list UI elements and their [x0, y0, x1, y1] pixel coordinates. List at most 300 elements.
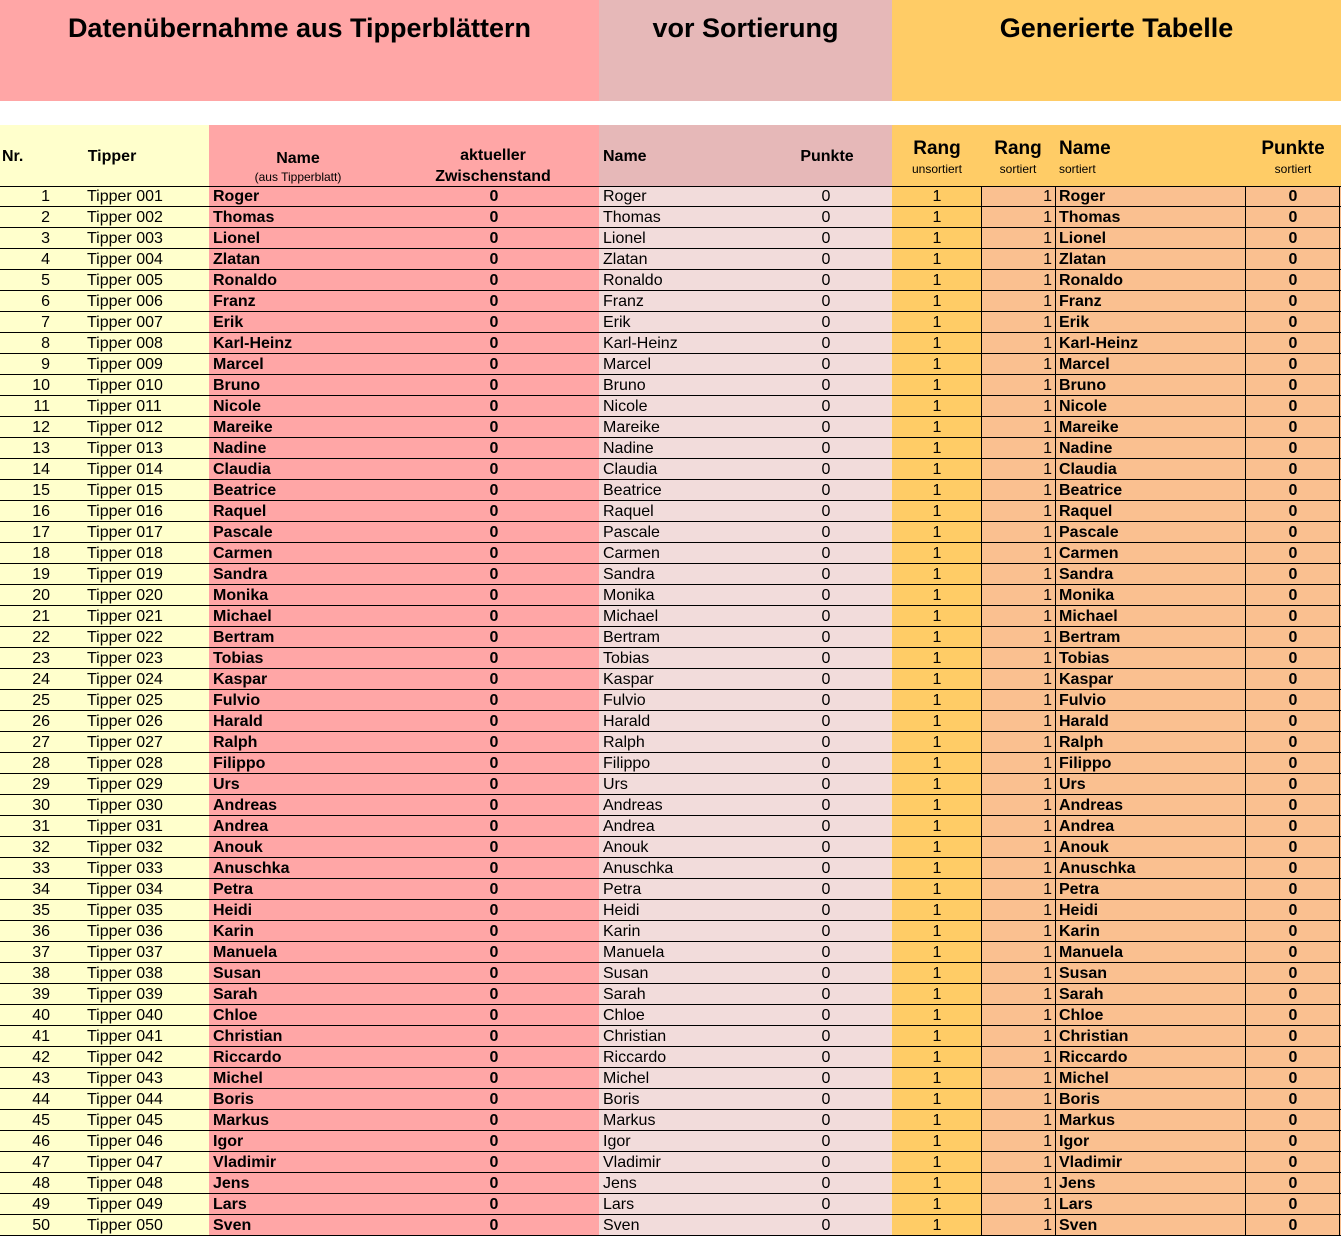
- score-import-cell[interactable]: 0: [489, 1049, 499, 1066]
- points-sorted-cell[interactable]: 0: [1288, 251, 1298, 268]
- name-import-cell[interactable]: Harald: [213, 713, 263, 730]
- row-number-cell[interactable]: 20: [32, 587, 50, 604]
- name-sorted-cell[interactable]: Filippo: [1059, 755, 1112, 772]
- tipper-id-cell[interactable]: Tipper 004: [87, 251, 163, 268]
- tipper-id-cell[interactable]: Tipper 019: [87, 566, 163, 583]
- tipper-id-cell[interactable]: Tipper 030: [87, 797, 163, 814]
- tipper-id-cell[interactable]: Tipper 008: [87, 335, 163, 352]
- rank-unsorted-cell[interactable]: 1: [932, 1133, 942, 1150]
- rank-unsorted-cell[interactable]: 1: [932, 923, 942, 940]
- rank-sorted-cell[interactable]: 1: [1043, 1175, 1052, 1192]
- score-import-cell[interactable]: 0: [489, 818, 499, 835]
- tipper-id-cell[interactable]: Tipper 017: [87, 524, 163, 541]
- points-unsorted-cell[interactable]: 0: [821, 1154, 831, 1171]
- name-import-cell[interactable]: Igor: [213, 1133, 244, 1150]
- tipper-id-cell[interactable]: Tipper 023: [87, 650, 163, 667]
- name-sorted-cell[interactable]: Manuela: [1059, 944, 1124, 961]
- name-unsorted-cell[interactable]: Tobias: [603, 650, 650, 667]
- rank-sorted-cell[interactable]: 1: [1043, 314, 1052, 331]
- name-sorted-cell[interactable]: Ralph: [1059, 734, 1104, 751]
- name-sorted-cell[interactable]: Sven: [1059, 1217, 1098, 1234]
- rank-sorted-cell[interactable]: 1: [1043, 839, 1052, 856]
- name-unsorted-cell[interactable]: Markus: [603, 1112, 656, 1129]
- points-unsorted-cell[interactable]: 0: [821, 1091, 831, 1108]
- name-import-cell[interactable]: Christian: [213, 1028, 283, 1045]
- rank-sorted-cell[interactable]: 1: [1043, 1007, 1052, 1024]
- name-unsorted-cell[interactable]: Franz: [603, 293, 644, 310]
- rank-unsorted-cell[interactable]: 1: [932, 272, 942, 289]
- name-unsorted-cell[interactable]: Michael: [603, 608, 659, 625]
- rank-sorted-cell[interactable]: 1: [1043, 1196, 1052, 1213]
- name-import-cell[interactable]: Nicole: [213, 398, 262, 415]
- rank-sorted-cell[interactable]: 1: [1043, 755, 1052, 772]
- row-number-cell[interactable]: 10: [32, 377, 50, 394]
- name-import-cell[interactable]: Andreas: [213, 797, 278, 814]
- name-import-cell[interactable]: Zlatan: [213, 251, 261, 268]
- rank-unsorted-cell[interactable]: 1: [932, 377, 942, 394]
- points-unsorted-cell[interactable]: 0: [821, 314, 831, 331]
- name-sorted-cell[interactable]: Marcel: [1059, 356, 1110, 373]
- name-unsorted-cell[interactable]: Fulvio: [603, 692, 646, 709]
- name-import-cell[interactable]: Urs: [213, 776, 240, 793]
- rank-unsorted-cell[interactable]: 1: [932, 650, 942, 667]
- points-sorted-cell[interactable]: 0: [1288, 986, 1298, 1003]
- points-sorted-cell[interactable]: 0: [1288, 1091, 1298, 1108]
- score-import-cell[interactable]: 0: [489, 1091, 499, 1108]
- name-unsorted-cell[interactable]: Karl-Heinz: [603, 335, 678, 352]
- name-unsorted-cell[interactable]: Michel: [603, 1070, 650, 1087]
- points-sorted-cell[interactable]: 0: [1288, 1217, 1298, 1234]
- score-import-cell[interactable]: 0: [489, 1112, 499, 1129]
- tipper-id-cell[interactable]: Tipper 025: [87, 692, 163, 709]
- points-unsorted-cell[interactable]: 0: [821, 797, 831, 814]
- name-unsorted-cell[interactable]: Ronaldo: [603, 272, 663, 289]
- points-sorted-cell[interactable]: 0: [1288, 1112, 1298, 1129]
- name-sorted-cell[interactable]: Igor: [1059, 1133, 1090, 1150]
- rank-sorted-cell[interactable]: 1: [1043, 419, 1052, 436]
- name-sorted-cell[interactable]: Nicole: [1059, 398, 1108, 415]
- rank-sorted-cell[interactable]: 1: [1043, 1091, 1052, 1108]
- score-import-cell[interactable]: 0: [489, 734, 499, 751]
- name-sorted-cell[interactable]: Urs: [1059, 776, 1086, 793]
- row-number-cell[interactable]: 13: [32, 440, 50, 457]
- name-import-cell[interactable]: Ralph: [213, 734, 258, 751]
- points-sorted-cell[interactable]: 0: [1288, 503, 1298, 520]
- rank-sorted-cell[interactable]: 1: [1043, 818, 1052, 835]
- tipper-id-cell[interactable]: Tipper 046: [87, 1133, 163, 1150]
- name-unsorted-cell[interactable]: Pascale: [603, 524, 660, 541]
- rank-sorted-cell[interactable]: 1: [1043, 629, 1052, 646]
- name-import-cell[interactable]: Sarah: [213, 986, 258, 1003]
- rank-sorted-cell[interactable]: 1: [1043, 461, 1052, 478]
- points-sorted-cell[interactable]: 0: [1288, 356, 1298, 373]
- points-sorted-cell[interactable]: 0: [1288, 860, 1298, 877]
- rank-sorted-cell[interactable]: 1: [1043, 209, 1052, 226]
- points-unsorted-cell[interactable]: 0: [821, 356, 831, 373]
- name-import-cell[interactable]: Anouk: [213, 839, 263, 856]
- row-number-cell[interactable]: 37: [32, 944, 50, 961]
- points-unsorted-cell[interactable]: 0: [821, 545, 831, 562]
- points-unsorted-cell[interactable]: 0: [821, 419, 831, 436]
- score-import-cell[interactable]: 0: [489, 524, 499, 541]
- score-import-cell[interactable]: 0: [489, 776, 499, 793]
- rank-sorted-cell[interactable]: 1: [1043, 1133, 1052, 1150]
- score-import-cell[interactable]: 0: [489, 545, 499, 562]
- tipper-id-cell[interactable]: Tipper 013: [87, 440, 163, 457]
- row-number-cell[interactable]: 50: [32, 1217, 50, 1234]
- row-number-cell[interactable]: 22: [32, 629, 50, 646]
- row-number-cell[interactable]: 34: [32, 881, 50, 898]
- points-unsorted-cell[interactable]: 0: [821, 734, 831, 751]
- rank-unsorted-cell[interactable]: 1: [932, 314, 942, 331]
- name-import-cell[interactable]: Sandra: [213, 566, 268, 583]
- points-unsorted-cell[interactable]: 0: [821, 440, 831, 457]
- points-unsorted-cell[interactable]: 0: [821, 860, 831, 877]
- rank-unsorted-cell[interactable]: 1: [932, 860, 942, 877]
- points-sorted-cell[interactable]: 0: [1288, 1028, 1298, 1045]
- name-sorted-cell[interactable]: Bertram: [1059, 629, 1121, 646]
- name-unsorted-cell[interactable]: Filippo: [603, 755, 651, 772]
- tipper-id-cell[interactable]: Tipper 020: [87, 587, 163, 604]
- rank-sorted-cell[interactable]: 1: [1043, 293, 1052, 310]
- rank-sorted-cell[interactable]: 1: [1043, 713, 1052, 730]
- row-number-cell[interactable]: 17: [32, 524, 50, 541]
- rank-unsorted-cell[interactable]: 1: [932, 209, 942, 226]
- row-number-cell[interactable]: 5: [41, 272, 50, 289]
- score-import-cell[interactable]: 0: [489, 482, 499, 499]
- row-number-cell[interactable]: 21: [32, 608, 50, 625]
- rank-unsorted-cell[interactable]: 1: [932, 293, 942, 310]
- name-sorted-cell[interactable]: Christian: [1059, 1028, 1129, 1045]
- name-unsorted-cell[interactable]: Carmen: [603, 545, 660, 562]
- points-sorted-cell[interactable]: 0: [1288, 461, 1298, 478]
- name-import-cell[interactable]: Sven: [213, 1217, 252, 1234]
- points-unsorted-cell[interactable]: 0: [821, 881, 831, 898]
- rank-unsorted-cell[interactable]: 1: [932, 881, 942, 898]
- score-import-cell[interactable]: 0: [489, 881, 499, 898]
- score-import-cell[interactable]: 0: [489, 1175, 499, 1192]
- row-number-cell[interactable]: 49: [32, 1196, 50, 1213]
- rank-unsorted-cell[interactable]: 1: [932, 398, 942, 415]
- row-number-cell[interactable]: 41: [32, 1028, 50, 1045]
- row-number-cell[interactable]: 11: [33, 398, 50, 415]
- name-import-cell[interactable]: Anuschka: [213, 860, 290, 877]
- points-unsorted-cell[interactable]: 0: [821, 608, 831, 625]
- rank-unsorted-cell[interactable]: 1: [932, 503, 942, 520]
- score-import-cell[interactable]: 0: [489, 965, 499, 982]
- score-import-cell[interactable]: 0: [489, 671, 499, 688]
- points-unsorted-cell[interactable]: 0: [821, 1049, 831, 1066]
- name-unsorted-cell[interactable]: Chloe: [603, 1007, 645, 1024]
- rank-unsorted-cell[interactable]: 1: [932, 188, 942, 205]
- tipper-id-cell[interactable]: Tipper 045: [87, 1112, 163, 1129]
- points-sorted-cell[interactable]: 0: [1288, 293, 1298, 310]
- tipper-id-cell[interactable]: Tipper 038: [87, 965, 163, 982]
- row-number-cell[interactable]: 26: [32, 713, 50, 730]
- name-sorted-cell[interactable]: Roger: [1059, 188, 1106, 205]
- rank-sorted-cell[interactable]: 1: [1043, 230, 1052, 247]
- rank-unsorted-cell[interactable]: 1: [932, 440, 942, 457]
- name-sorted-cell[interactable]: Karl-Heinz: [1059, 335, 1139, 352]
- tipper-id-cell[interactable]: Tipper 049: [87, 1196, 163, 1213]
- name-sorted-cell[interactable]: Susan: [1059, 965, 1108, 982]
- tipper-id-cell[interactable]: Tipper 028: [87, 755, 163, 772]
- rank-unsorted-cell[interactable]: 1: [932, 1217, 942, 1234]
- tipper-id-cell[interactable]: Tipper 003: [87, 230, 163, 247]
- points-unsorted-cell[interactable]: 0: [821, 461, 831, 478]
- name-sorted-cell[interactable]: Mareike: [1059, 419, 1119, 436]
- rank-unsorted-cell[interactable]: 1: [932, 230, 942, 247]
- rank-sorted-cell[interactable]: 1: [1043, 1217, 1052, 1234]
- name-import-cell[interactable]: Karl-Heinz: [213, 335, 293, 352]
- name-sorted-cell[interactable]: Erik: [1059, 314, 1090, 331]
- rank-unsorted-cell[interactable]: 1: [932, 671, 942, 688]
- name-sorted-cell[interactable]: Andrea: [1059, 818, 1115, 835]
- tipper-id-cell[interactable]: Tipper 018: [87, 545, 163, 562]
- points-unsorted-cell[interactable]: 0: [821, 986, 831, 1003]
- points-sorted-cell[interactable]: 0: [1288, 398, 1298, 415]
- rank-unsorted-cell[interactable]: 1: [932, 776, 942, 793]
- tipper-id-cell[interactable]: Tipper 015: [87, 482, 163, 499]
- name-unsorted-cell[interactable]: Karin: [603, 923, 641, 940]
- points-sorted-cell[interactable]: 0: [1288, 440, 1298, 457]
- points-unsorted-cell[interactable]: 0: [821, 671, 831, 688]
- row-number-cell[interactable]: 40: [32, 1007, 50, 1024]
- rank-unsorted-cell[interactable]: 1: [932, 755, 942, 772]
- rank-unsorted-cell[interactable]: 1: [932, 566, 942, 583]
- row-number-cell[interactable]: 1: [41, 188, 50, 205]
- points-sorted-cell[interactable]: 0: [1288, 1070, 1298, 1087]
- rank-unsorted-cell[interactable]: 1: [932, 1154, 942, 1171]
- name-unsorted-cell[interactable]: Boris: [603, 1091, 640, 1108]
- rank-sorted-cell[interactable]: 1: [1043, 734, 1052, 751]
- rank-unsorted-cell[interactable]: 1: [932, 419, 942, 436]
- rank-sorted-cell[interactable]: 1: [1043, 1112, 1052, 1129]
- rank-sorted-cell[interactable]: 1: [1043, 335, 1052, 352]
- rank-sorted-cell[interactable]: 1: [1043, 587, 1052, 604]
- rank-sorted-cell[interactable]: 1: [1043, 797, 1052, 814]
- name-unsorted-cell[interactable]: Thomas: [603, 209, 661, 226]
- name-import-cell[interactable]: Beatrice: [213, 482, 277, 499]
- points-sorted-cell[interactable]: 0: [1288, 335, 1298, 352]
- name-import-cell[interactable]: Vladimir: [213, 1154, 277, 1171]
- row-number-cell[interactable]: 23: [32, 650, 50, 667]
- name-import-cell[interactable]: Lars: [213, 1196, 247, 1213]
- tipper-id-cell[interactable]: Tipper 039: [87, 986, 163, 1003]
- row-number-cell[interactable]: 9: [41, 356, 50, 373]
- tipper-id-cell[interactable]: Tipper 009: [87, 356, 163, 373]
- row-number-cell[interactable]: 38: [32, 965, 50, 982]
- rank-sorted-cell[interactable]: 1: [1043, 251, 1052, 268]
- points-sorted-cell[interactable]: 0: [1288, 377, 1298, 394]
- row-number-cell[interactable]: 15: [32, 482, 50, 499]
- tipper-id-cell[interactable]: Tipper 016: [87, 503, 163, 520]
- score-import-cell[interactable]: 0: [489, 209, 499, 226]
- tipper-id-cell[interactable]: Tipper 021: [87, 608, 163, 625]
- points-sorted-cell[interactable]: 0: [1288, 566, 1298, 583]
- score-import-cell[interactable]: 0: [489, 713, 499, 730]
- rank-sorted-cell[interactable]: 1: [1043, 776, 1052, 793]
- points-sorted-cell[interactable]: 0: [1288, 587, 1298, 604]
- name-unsorted-cell[interactable]: Igor: [603, 1133, 631, 1150]
- points-unsorted-cell[interactable]: 0: [821, 1007, 831, 1024]
- name-sorted-cell[interactable]: Jens: [1059, 1175, 1096, 1192]
- name-sorted-cell[interactable]: Karin: [1059, 923, 1100, 940]
- points-unsorted-cell[interactable]: 0: [821, 713, 831, 730]
- tipper-id-cell[interactable]: Tipper 043: [87, 1070, 163, 1087]
- points-unsorted-cell[interactable]: 0: [821, 1217, 831, 1234]
- tipper-id-cell[interactable]: Tipper 044: [87, 1091, 163, 1108]
- score-import-cell[interactable]: 0: [489, 944, 499, 961]
- name-sorted-cell[interactable]: Sandra: [1059, 566, 1114, 583]
- name-import-cell[interactable]: Michel: [213, 1070, 263, 1087]
- points-unsorted-cell[interactable]: 0: [821, 965, 831, 982]
- name-unsorted-cell[interactable]: Mareike: [603, 419, 660, 436]
- name-import-cell[interactable]: Marcel: [213, 356, 264, 373]
- row-number-cell[interactable]: 27: [32, 734, 50, 751]
- name-unsorted-cell[interactable]: Urs: [603, 776, 628, 793]
- name-import-cell[interactable]: Chloe: [213, 1007, 258, 1024]
- rank-sorted-cell[interactable]: 1: [1043, 965, 1052, 982]
- points-sorted-cell[interactable]: 0: [1288, 1175, 1298, 1192]
- points-unsorted-cell[interactable]: 0: [821, 1133, 831, 1150]
- rank-sorted-cell[interactable]: 1: [1043, 860, 1052, 877]
- name-unsorted-cell[interactable]: Anuschka: [603, 860, 674, 877]
- row-number-cell[interactable]: 32: [32, 839, 50, 856]
- name-unsorted-cell[interactable]: Lionel: [603, 230, 646, 247]
- rank-unsorted-cell[interactable]: 1: [932, 524, 942, 541]
- name-sorted-cell[interactable]: Tobias: [1059, 650, 1110, 667]
- tipper-id-cell[interactable]: Tipper 036: [87, 923, 163, 940]
- name-unsorted-cell[interactable]: Riccardo: [603, 1049, 667, 1066]
- points-sorted-cell[interactable]: 0: [1288, 1007, 1298, 1024]
- name-sorted-cell[interactable]: Claudia: [1059, 461, 1117, 478]
- name-sorted-cell[interactable]: Lionel: [1059, 230, 1107, 247]
- name-import-cell[interactable]: Carmen: [213, 545, 273, 562]
- points-sorted-cell[interactable]: 0: [1288, 545, 1298, 562]
- name-sorted-cell[interactable]: Zlatan: [1059, 251, 1107, 268]
- tipper-id-cell[interactable]: Tipper 041: [87, 1028, 163, 1045]
- points-unsorted-cell[interactable]: 0: [821, 755, 831, 772]
- name-import-cell[interactable]: Bruno: [213, 377, 261, 394]
- points-unsorted-cell[interactable]: 0: [821, 587, 831, 604]
- points-unsorted-cell[interactable]: 0: [821, 923, 831, 940]
- rank-sorted-cell[interactable]: 1: [1043, 566, 1052, 583]
- points-unsorted-cell[interactable]: 0: [821, 818, 831, 835]
- score-import-cell[interactable]: 0: [489, 188, 499, 205]
- name-import-cell[interactable]: Manuela: [213, 944, 278, 961]
- name-unsorted-cell[interactable]: Christian: [603, 1028, 667, 1045]
- row-number-cell[interactable]: 36: [32, 923, 50, 940]
- row-number-cell[interactable]: 35: [32, 902, 50, 919]
- tipper-id-cell[interactable]: Tipper 011: [87, 398, 162, 415]
- rank-sorted-cell[interactable]: 1: [1043, 881, 1052, 898]
- score-import-cell[interactable]: 0: [489, 650, 499, 667]
- rank-sorted-cell[interactable]: 1: [1043, 671, 1052, 688]
- points-sorted-cell[interactable]: 0: [1288, 776, 1298, 793]
- name-unsorted-cell[interactable]: Kaspar: [603, 671, 654, 688]
- points-sorted-cell[interactable]: 0: [1288, 1049, 1298, 1066]
- rank-sorted-cell[interactable]: 1: [1043, 503, 1052, 520]
- name-import-cell[interactable]: Boris: [213, 1091, 254, 1108]
- points-unsorted-cell[interactable]: 0: [821, 629, 831, 646]
- score-import-cell[interactable]: 0: [489, 587, 499, 604]
- rank-unsorted-cell[interactable]: 1: [932, 356, 942, 373]
- name-unsorted-cell[interactable]: Marcel: [603, 356, 652, 373]
- name-unsorted-cell[interactable]: Ralph: [603, 734, 645, 751]
- row-number-cell[interactable]: 39: [32, 986, 50, 1003]
- rank-sorted-cell[interactable]: 1: [1043, 1028, 1052, 1045]
- name-import-cell[interactable]: Petra: [213, 881, 254, 898]
- rank-unsorted-cell[interactable]: 1: [932, 1070, 942, 1087]
- points-sorted-cell[interactable]: 0: [1288, 608, 1298, 625]
- name-import-cell[interactable]: Jens: [213, 1175, 250, 1192]
- tipper-id-cell[interactable]: Tipper 042: [87, 1049, 163, 1066]
- points-unsorted-cell[interactable]: 0: [821, 1112, 831, 1129]
- name-sorted-cell[interactable]: Michel: [1059, 1070, 1109, 1087]
- score-import-cell[interactable]: 0: [489, 461, 499, 478]
- points-unsorted-cell[interactable]: 0: [821, 566, 831, 583]
- rank-sorted-cell[interactable]: 1: [1043, 902, 1052, 919]
- name-sorted-cell[interactable]: Fulvio: [1059, 692, 1107, 709]
- points-sorted-cell[interactable]: 0: [1288, 1133, 1298, 1150]
- points-unsorted-cell[interactable]: 0: [821, 272, 831, 289]
- rank-unsorted-cell[interactable]: 1: [932, 1007, 942, 1024]
- score-import-cell[interactable]: 0: [489, 1154, 499, 1171]
- points-sorted-cell[interactable]: 0: [1288, 965, 1298, 982]
- tipper-id-cell[interactable]: Tipper 014: [87, 461, 163, 478]
- points-unsorted-cell[interactable]: 0: [821, 293, 831, 310]
- name-sorted-cell[interactable]: Lars: [1059, 1196, 1093, 1213]
- rank-unsorted-cell[interactable]: 1: [932, 587, 942, 604]
- name-sorted-cell[interactable]: Nadine: [1059, 440, 1113, 457]
- name-unsorted-cell[interactable]: Nadine: [603, 440, 654, 457]
- score-import-cell[interactable]: 0: [489, 839, 499, 856]
- score-import-cell[interactable]: 0: [489, 1007, 499, 1024]
- score-import-cell[interactable]: 0: [489, 398, 499, 415]
- rank-sorted-cell[interactable]: 1: [1043, 692, 1052, 709]
- name-import-cell[interactable]: Bertram: [213, 629, 275, 646]
- rank-sorted-cell[interactable]: 1: [1043, 356, 1052, 373]
- name-import-cell[interactable]: Ronaldo: [213, 272, 277, 289]
- points-sorted-cell[interactable]: 0: [1288, 734, 1298, 751]
- points-sorted-cell[interactable]: 0: [1288, 272, 1298, 289]
- name-import-cell[interactable]: Lionel: [213, 230, 261, 247]
- rank-sorted-cell[interactable]: 1: [1043, 545, 1052, 562]
- points-sorted-cell[interactable]: 0: [1288, 1154, 1298, 1171]
- points-unsorted-cell[interactable]: 0: [821, 692, 831, 709]
- rank-sorted-cell[interactable]: 1: [1043, 1049, 1052, 1066]
- score-import-cell[interactable]: 0: [489, 566, 499, 583]
- score-import-cell[interactable]: 0: [489, 335, 499, 352]
- row-number-cell[interactable]: 44: [32, 1091, 50, 1108]
- rank-unsorted-cell[interactable]: 1: [932, 839, 942, 856]
- points-sorted-cell[interactable]: 0: [1288, 524, 1298, 541]
- name-import-cell[interactable]: Tobias: [213, 650, 264, 667]
- score-import-cell[interactable]: 0: [489, 230, 499, 247]
- score-import-cell[interactable]: 0: [489, 1133, 499, 1150]
- name-sorted-cell[interactable]: Andreas: [1059, 797, 1124, 814]
- name-unsorted-cell[interactable]: Petra: [603, 881, 642, 898]
- tipper-id-cell[interactable]: Tipper 024: [87, 671, 163, 688]
- rank-unsorted-cell[interactable]: 1: [932, 608, 942, 625]
- points-sorted-cell[interactable]: 0: [1288, 881, 1298, 898]
- tipper-id-cell[interactable]: Tipper 032: [87, 839, 163, 856]
- rank-unsorted-cell[interactable]: 1: [932, 1175, 942, 1192]
- name-sorted-cell[interactable]: Anouk: [1059, 839, 1109, 856]
- name-import-cell[interactable]: Markus: [213, 1112, 270, 1129]
- points-sorted-cell[interactable]: 0: [1288, 629, 1298, 646]
